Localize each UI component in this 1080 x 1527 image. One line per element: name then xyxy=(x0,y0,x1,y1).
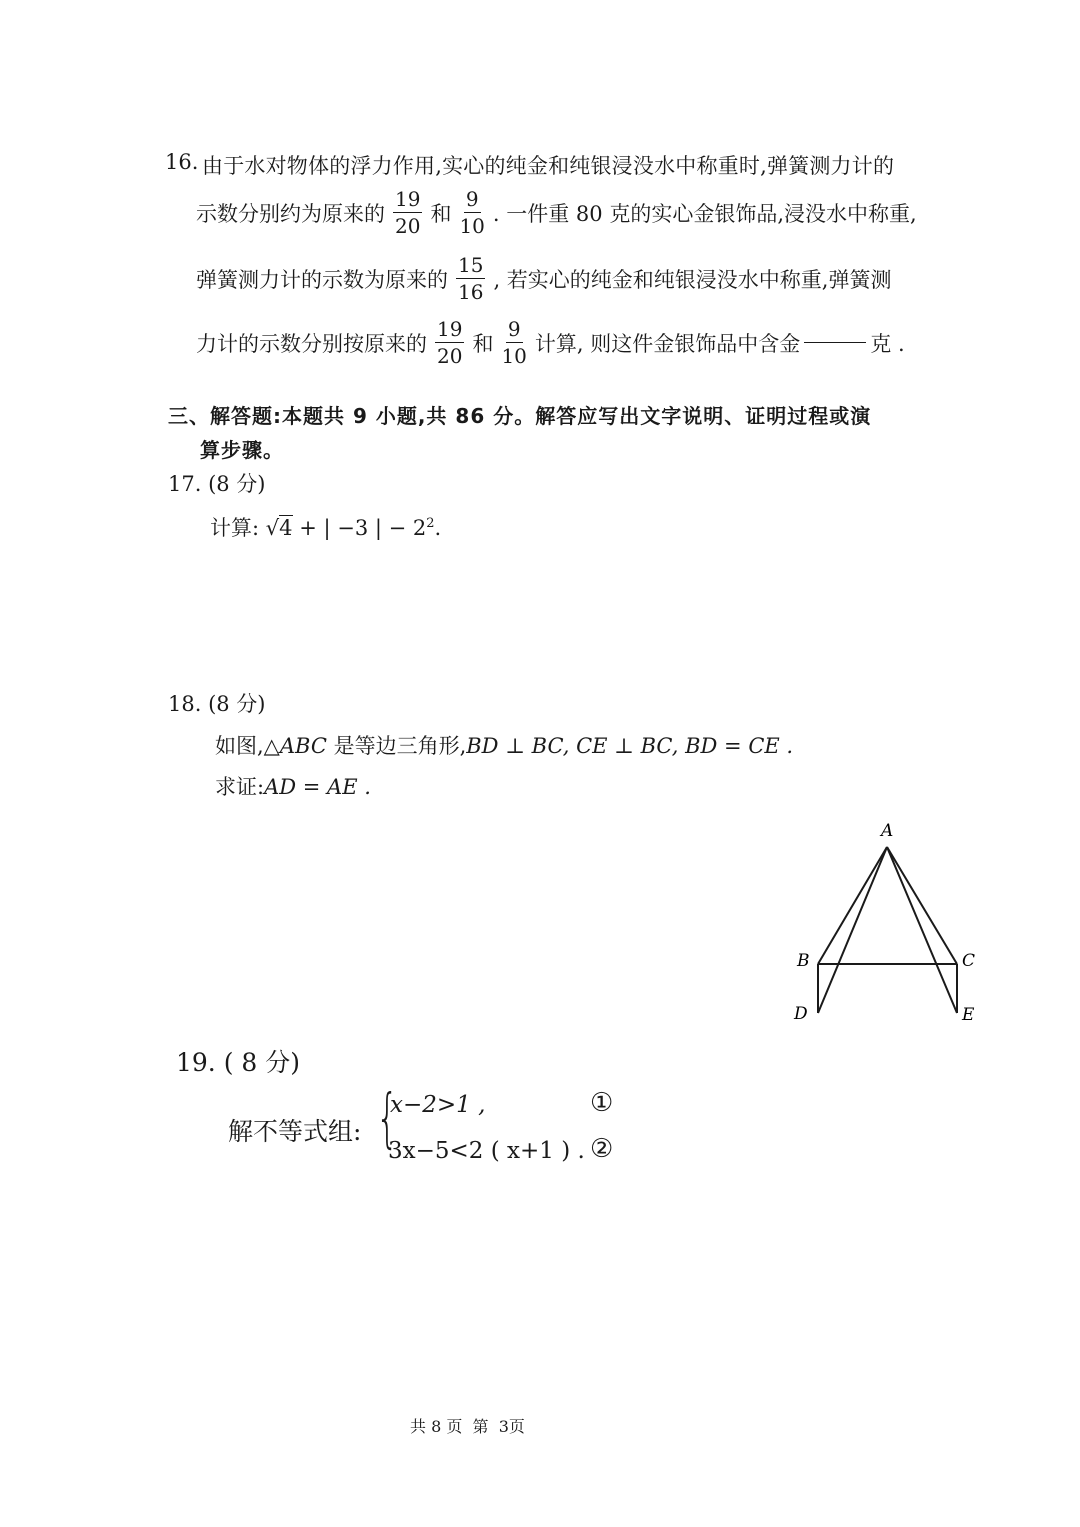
inequality-2: 3x−5<2 ( x+1 ) . xyxy=(388,1138,585,1164)
label-b: B xyxy=(797,951,810,971)
fraction-denominator: 20 xyxy=(437,344,463,368)
radicand: 4 xyxy=(279,516,293,540)
q18-line1-a: 如图,△ xyxy=(215,734,280,758)
q16-line4 xyxy=(196,318,905,367)
q16-line4-c: 计算, 则这件金银饰品中含金 xyxy=(534,331,801,356)
fraction-denominator: 10 xyxy=(501,344,527,368)
fraction-numerator: 15 xyxy=(458,253,484,277)
segment-ae xyxy=(887,847,957,1013)
q19-prompt: 解不等式组: xyxy=(228,1117,362,1146)
segment-ab xyxy=(818,847,887,964)
page-footer: 共 8 页 第 3页 xyxy=(410,1417,525,1436)
sqrt-symbol: √ xyxy=(265,516,280,540)
q16-line1: 由于水对物体的浮力作用,实心的纯金和纯银浸没水中称重时,弹簧测力计的 xyxy=(202,154,895,178)
q18-line2 xyxy=(215,771,371,801)
label-c: C xyxy=(962,951,976,971)
q16-line4-b: 和 xyxy=(472,331,494,356)
fraction-numerator: 9 xyxy=(465,187,479,211)
section3-heading-line2: 算步骤。 xyxy=(200,438,284,462)
fraction-19-20 xyxy=(435,318,464,367)
fraction-numerator: 19 xyxy=(437,317,463,341)
circled-one-marker: ① xyxy=(590,1088,614,1118)
q17-header: 17. (8 分) xyxy=(168,472,266,496)
q19-header: 19. ( 8 分) xyxy=(176,1048,301,1077)
segment-ac xyxy=(887,847,957,964)
section3-heading-line1: 三、解答题:本题共 9 小题,共 86 分。解答应写出文字说明、证明过程或演 xyxy=(168,404,872,428)
q18-line1-c: 是等边三角形, xyxy=(326,734,467,758)
fraction-15-16 xyxy=(456,254,485,303)
q16-line4-d: 克 . xyxy=(870,331,905,356)
q17-rest: + | −3 | − 2 xyxy=(292,516,427,540)
fraction-9-10 xyxy=(459,188,484,237)
q18-prove-label: 求证: xyxy=(215,775,265,799)
q18-prove-statement: AD = AE . xyxy=(264,775,371,799)
fraction-denominator: 16 xyxy=(458,280,484,304)
fraction-numerator: 19 xyxy=(395,187,421,211)
answer-blank xyxy=(804,342,866,343)
label-d: D xyxy=(794,1004,808,1024)
left-brace: { xyxy=(376,1082,399,1156)
fraction-numerator: 9 xyxy=(507,317,521,341)
triangle-name: ABC xyxy=(279,734,327,758)
fraction-denominator: 10 xyxy=(459,214,485,238)
q16-line2-b: 和 xyxy=(430,201,452,226)
q16-line2 xyxy=(196,188,917,237)
label-a: A xyxy=(881,821,894,841)
q16-line3-b: , 若实心的纯金和纯银浸没水中称重,弹簧测 xyxy=(493,267,892,292)
q18-header: 18. (8 分) xyxy=(168,692,266,716)
q16-line2-c: . 一件重 80 克的实心金银饰品,浸没水中称重, xyxy=(492,201,917,226)
fraction-9-10 xyxy=(501,318,526,367)
exponent: 2 xyxy=(426,516,435,531)
label-e: E xyxy=(962,1005,975,1025)
q16-line3 xyxy=(196,254,891,303)
q18-line1 xyxy=(215,730,793,760)
q17-prompt: 计算: xyxy=(210,516,260,540)
q16-line2-a: 示数分别约为原来的 xyxy=(196,201,385,226)
q17-expression xyxy=(210,512,441,542)
q17-end: . xyxy=(434,516,442,540)
inequality-1: x−2>1 , xyxy=(390,1092,486,1118)
q16-number: 16. xyxy=(165,150,199,174)
fraction-denominator: 20 xyxy=(395,214,421,238)
triangle-figure xyxy=(780,815,990,1035)
q16-line3-a: 弹簧测力计的示数为原来的 xyxy=(196,267,448,292)
circled-two-marker: ② xyxy=(590,1134,614,1164)
fraction-19-20 xyxy=(393,188,422,237)
q16-line4-a: 力计的示数分别按原来的 xyxy=(196,331,427,356)
segment-ad xyxy=(818,847,887,1013)
q18-conditions: BD ⊥ BC, CE ⊥ BC, BD = CE . xyxy=(466,734,794,758)
